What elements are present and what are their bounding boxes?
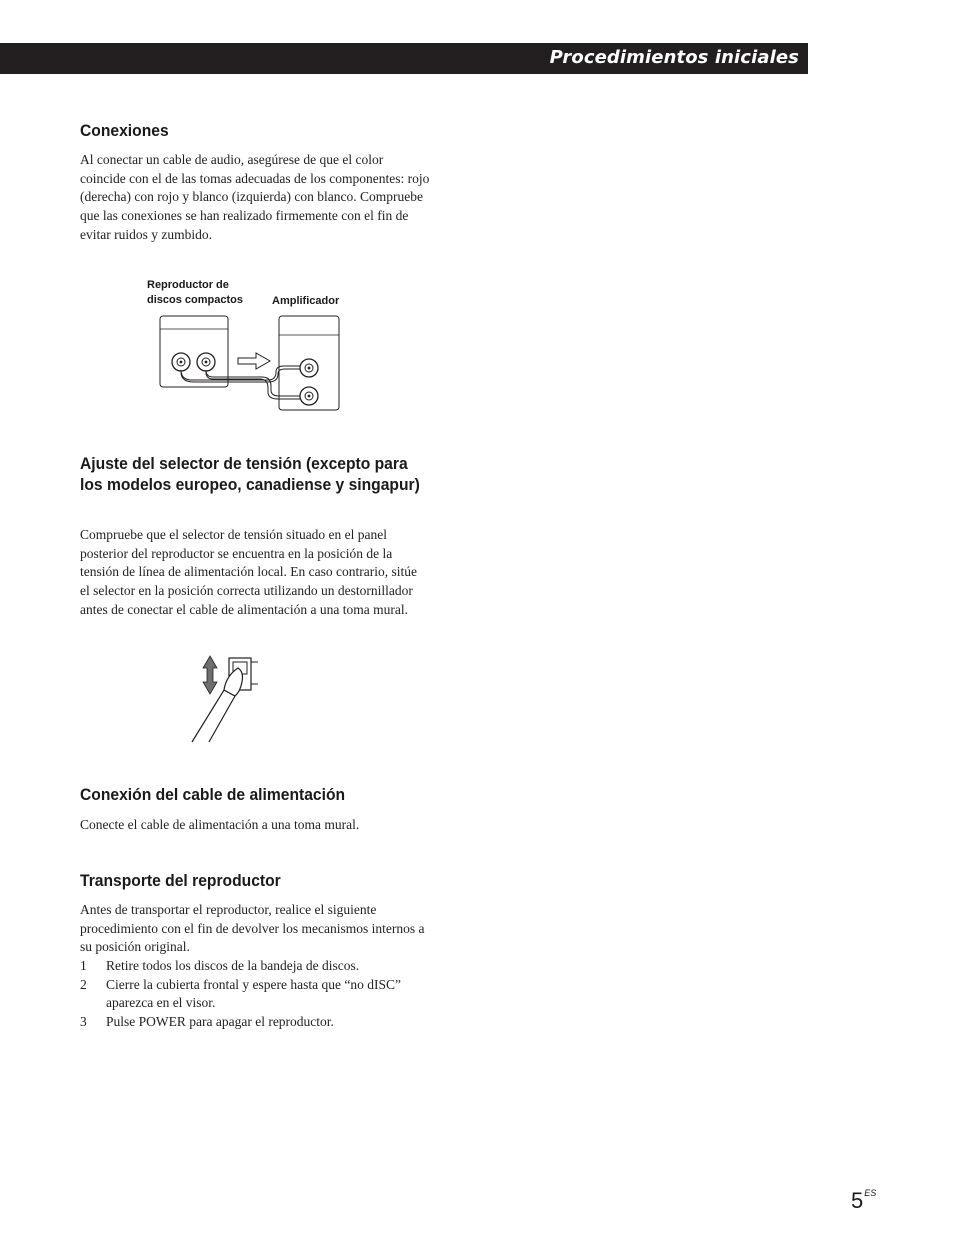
heading-power-cable: Conexión del cable de alimentación <box>80 785 346 804</box>
step-text: Pulse POWER para apagar el reproductor. <box>106 1014 334 1030</box>
heading-voltage-selector: Ajuste del selector de tensión (excepto para los modelos europeo, canadiense y singapur) <box>80 454 420 494</box>
paragraph-power-cable: Conecte el cable de alimentación a una toma mural. <box>80 817 360 832</box>
list-item <box>80 957 430 976</box>
header-title: Procedimientos iniciales <box>549 47 799 68</box>
cd-jack-left <box>172 353 190 371</box>
list-item <box>80 976 430 1013</box>
paragraph-voltage-selector: Compruebe que el selector de tensión situado en el panel posterior del reproductor se encuentra en la posición de la tensión de línea de alimentación local. En caso contrario, sitúe el selector en la posición correcta utilizando un destornillador antes de conectar el cable de alimentación a una toma mural. <box>80 527 418 617</box>
transport-steps <box>80 957 430 1032</box>
up-down-arrow-icon <box>203 656 217 694</box>
paragraph-transport: Antes de transportar el reproductor, realice el siguiente procedimiento con el fin de devolver los mecanismos internos a su posición original. <box>80 902 425 955</box>
step-text: Cierre la cubierta frontal y espere hasta que “no dISC” aparezca en el visor. <box>106 976 402 1011</box>
heading-transport: Transporte del reproductor <box>80 871 281 890</box>
page-language-suffix: ES <box>864 1188 877 1198</box>
header-bar <box>0 43 808 74</box>
list-item <box>80 1013 430 1032</box>
voltage-selector-diagram <box>180 648 280 748</box>
connection-diagram <box>150 310 360 415</box>
label-amplifier: Amplificador <box>272 295 340 307</box>
step-number: 2 <box>80 976 87 992</box>
cd-jack-right <box>197 353 215 371</box>
label-cd-player: Reproductor de discos compactos <box>147 279 243 306</box>
step-number: 3 <box>80 1014 87 1030</box>
page-number <box>851 1188 876 1214</box>
step-number: 1 <box>80 958 87 973</box>
amp-jack-bottom <box>300 387 318 405</box>
direction-arrow-icon <box>238 353 270 369</box>
page-number-value: 5 <box>851 1188 864 1213</box>
amp-jack-top <box>300 359 318 377</box>
paragraph-conexiones: Al conectar un cable de audio, asegúrese de que el color coincide con el de las tomas adecuadas de los componentes: rojo (derecha) con rojo y blanco (izquierda) con blanco. Compruebe que las conexiones se han realizado firmemente con el fin de evitar ruidos y zumbido. <box>80 152 430 242</box>
step-text: Retire todos los discos de la bandeja de discos. <box>106 958 360 973</box>
cd-player-panel <box>160 316 228 387</box>
heading-conexiones: Conexiones <box>80 121 169 140</box>
screwdriver-icon <box>192 668 243 742</box>
